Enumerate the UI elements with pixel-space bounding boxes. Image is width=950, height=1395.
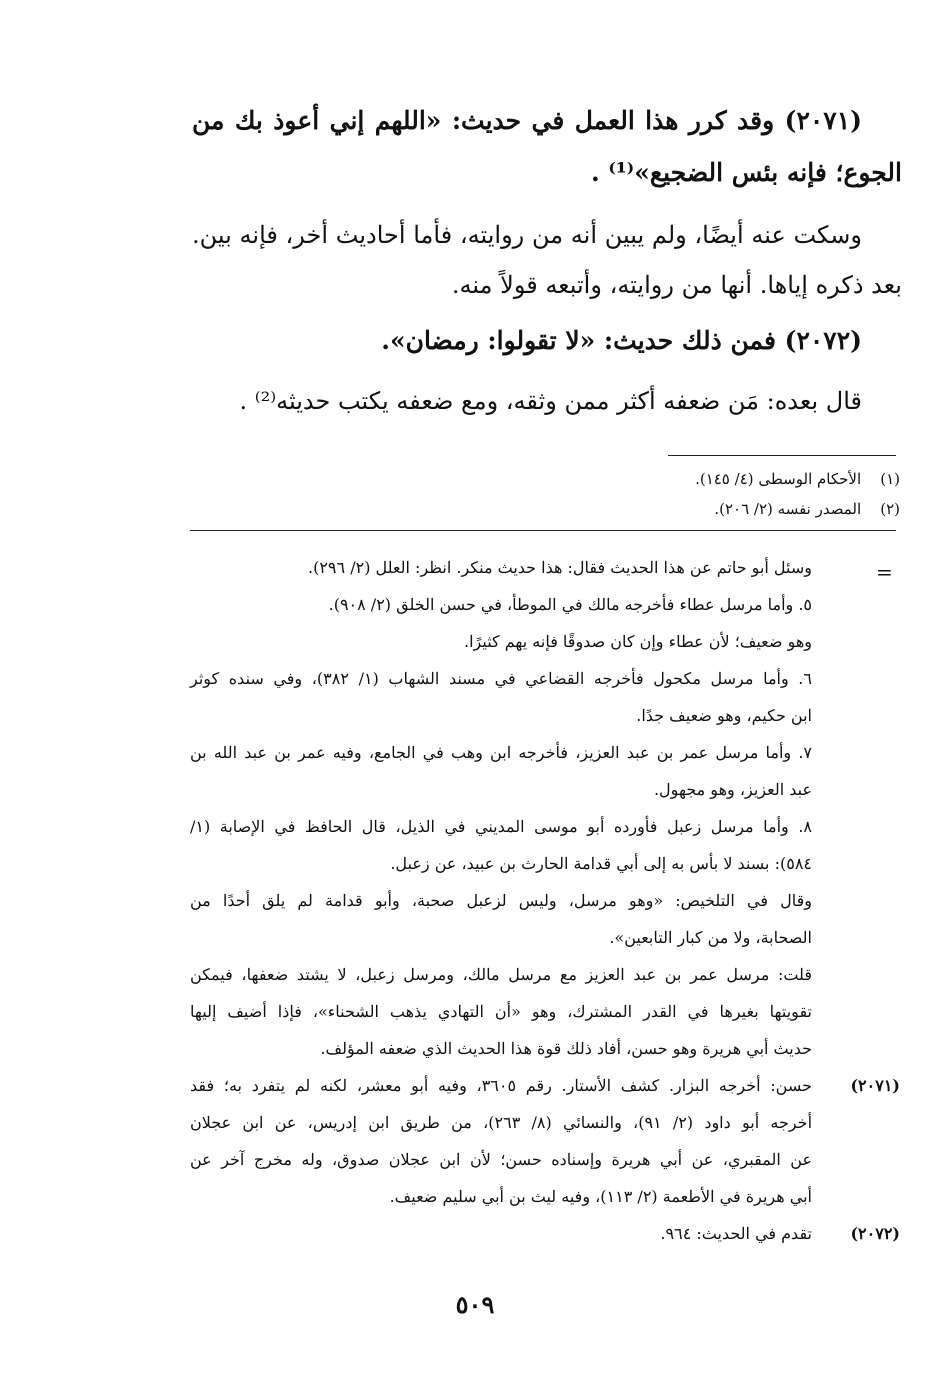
commentary-line-1: وسئل أبو حاتم عن هذا الحديث فقال: هذا حديث منكر. انظر: العلل (٢/ ٢٩٦). <box>308 558 812 577</box>
footnote-marker: (٢) <box>880 500 900 518</box>
continuation-marker: = <box>876 560 893 584</box>
commentary-separator <box>190 530 896 531</box>
commentary-label-2072 <box>810 1219 900 1249</box>
main-text-line-6: قال بعده: مَن ضعفه أكثر ممن وثقه، ومع ضعفه يكتب حديثه⁽²⁾ . <box>239 387 862 415</box>
commentary-line-12: قلت: مرسل عمر بن عبد العزيز مع مرسل مالك، ومرسل زعبل، لا يشتد ضعفها، فيمكن <box>190 965 812 984</box>
footnote-1 <box>600 466 900 492</box>
commentary-line-16: أخرجه أبو داود (٢/ ٩١)، والنسائي (٨/ ٢٦٣)، من طريق ابن إدريس، عن ابن عجلان <box>190 1113 813 1132</box>
commentary-line-6: ٧. وأما مرسل عمر بن عبد العزيز، فأخرجه ابن وهب في الجامع، وفيه عمر بن عبد الله بن <box>190 743 812 762</box>
commentary-line-14: حديث أبي هريرة وهو حسن، أفاد ذلك قوة هذا الحديث الذي ضعفه المؤلف. <box>320 1039 812 1058</box>
main-text-line-2: الجوع؛ فإنه بئس الضجيع»⁽¹⁾ . <box>590 158 902 187</box>
commentary-line-9: ٥٨٤): بسند لا بأس به إلى أبي قدامة الحارث بن عبيد، عن زعبل. <box>390 854 812 873</box>
main-text-line-3: وسكت عنه أيضًا، ولم يبين أنه من روايته، فأما أحاديث أخر، فإنه بين. <box>192 221 862 249</box>
commentary-line-11: الصحابة، ولا من كبار التابعين». <box>609 928 812 947</box>
commentary-line-19: تقدم في الحديث: ٩٦٤. <box>660 1224 812 1243</box>
footnote-2 <box>600 496 900 522</box>
commentary-line-13: تقويتها بغيرها في القدر المشترك، وهو «أن التهادي يذهب الشحناء»، فإذا أضيف إليها <box>190 1002 812 1021</box>
commentary-line-3: وهو ضعيف؛ لأن عطاء وإن كان صدوقًا فإنه يهم كثيرًا. <box>464 632 812 651</box>
main-text-line-5: (٢٠٧٢) فمن ذلك حديث: «لا تقولوا: رمضان». <box>381 326 862 355</box>
commentary-line-4: ٦. وأما مرسل مكحول فأخرجه القضاعي في مسند الشهاب (١/ ٣٨٢)، وفي سنده كوثر <box>190 669 812 688</box>
footnote-text: المصدر نفسه (٢/ ٢٠٦). <box>714 500 862 518</box>
main-text-line-4: بعد ذكره إياها. أنها من روايته، وأتبعه قولاً منه. <box>451 271 902 299</box>
commentary-line-8: ٨. وأما مرسل زعبل فأورده أبو موسى المديني في الذيل، قال الحافظ في الإصابة (١/ <box>190 817 812 836</box>
hadith-number-label: (٢٠٧٢) <box>850 1224 900 1243</box>
commentary-line-2: ٥. وأما مرسل عطاء فأخرجه مالك في الموطأ، في حسن الخلق (٢/ ٩٠٨). <box>328 595 812 614</box>
commentary-line-18: أبي هريرة في الأطعمة (٢/ ١١٣)، وفيه ليث بن أبي سليم ضعيف. <box>389 1187 812 1206</box>
page-number: ٥٠٩ <box>455 1290 495 1319</box>
hadith-number-label: (٢٠٧١) <box>850 1076 900 1095</box>
main-text-line-1: (٢٠٧١) وقد كرر هذا العمل في حديث: «اللهم إني أعوذ بك من <box>192 106 862 135</box>
footnote-separator <box>668 455 896 456</box>
commentary-line-7: عبد العزيز، وهو مجهول. <box>653 780 812 799</box>
commentary-line-17: عن المقبري، عن أبي هريرة وإسناده حسن؛ لأن ابن عجلان صدوق، وله مخرج آخر عن <box>190 1150 812 1169</box>
footnote-text: الأحكام الوسطى (٤/ ١٤٥). <box>695 470 862 488</box>
commentary-line-15: حسن: أخرجه البزار. كشف الأستار. رقم ٣٦٠٥، وفيه أبو معشر، لكنه لم يتفرد به؛ فقد <box>190 1076 813 1095</box>
footnote-marker: (١) <box>880 470 900 488</box>
commentary-line-5: ابن حكيم، وهو ضعيف جدًا. <box>636 706 812 725</box>
commentary-label-2071 <box>810 1071 900 1101</box>
commentary-line-10: وقال في التلخيص: «وهو مرسل، وليس لزعبل صحبة، وأبو قدامة لم يلق أحدًا من <box>190 891 812 910</box>
